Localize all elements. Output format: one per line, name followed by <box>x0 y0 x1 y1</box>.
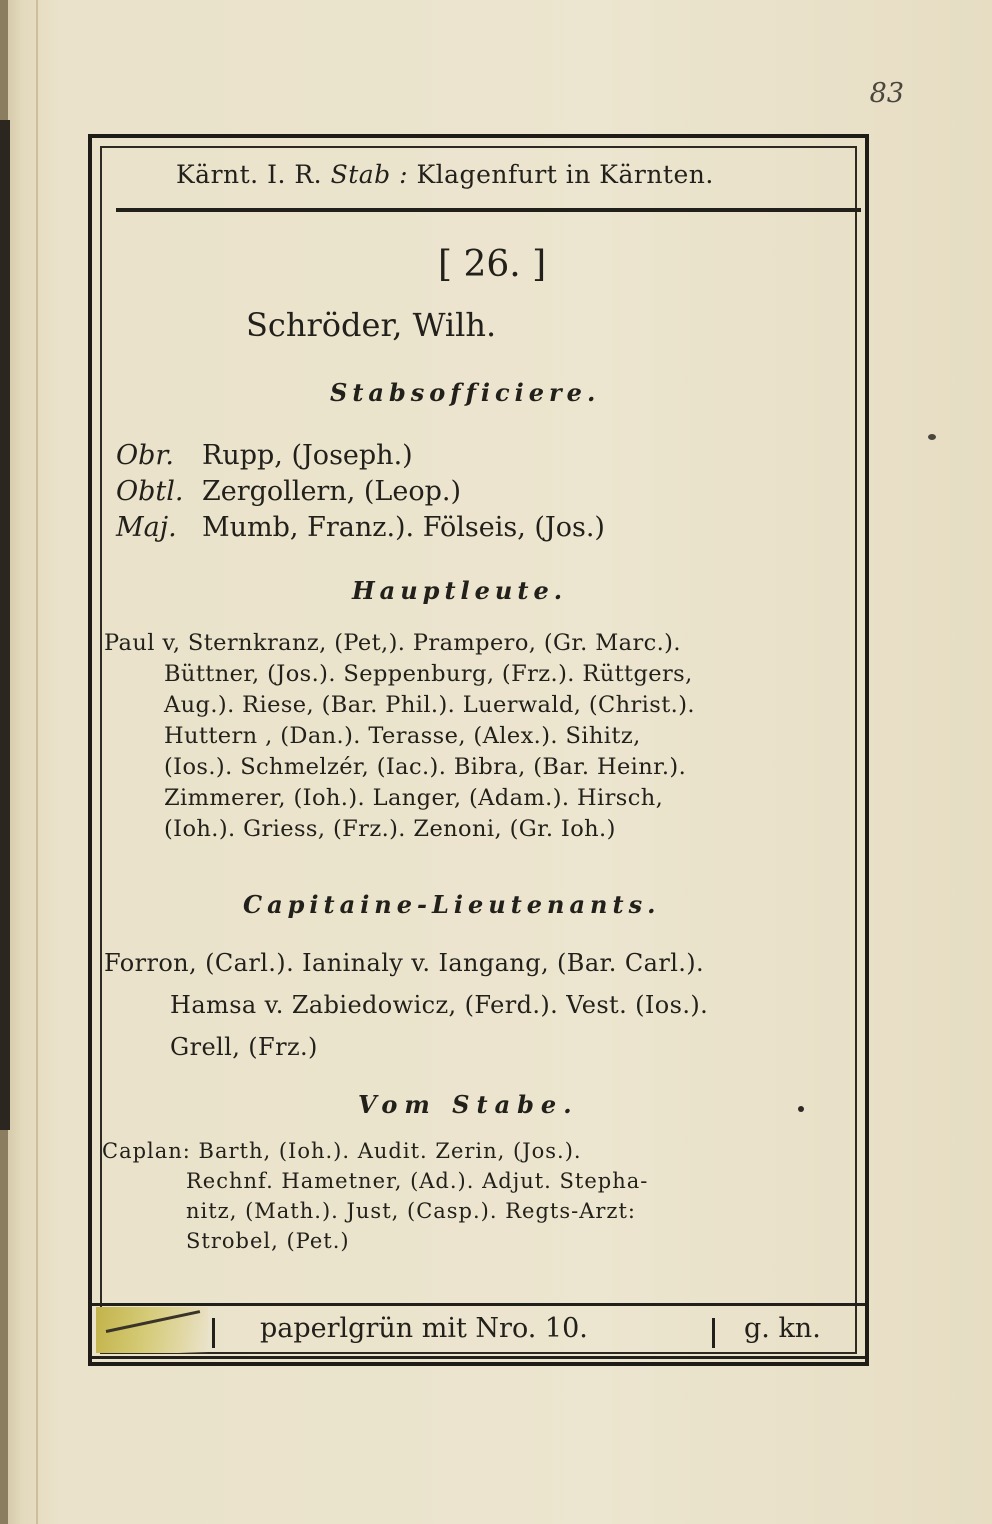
text-line: nitz, (Math.). Just, (Casp.). Regts-Arzt: <box>186 1199 636 1223</box>
text-line: Hamsa v. Zabiedowicz, (Ferd.). Vest. (Ios.). <box>170 991 709 1019</box>
header-rule <box>116 208 861 212</box>
text-line: Büttner, (Jos.). Seppenburg, (Frz.). Rüttgers, <box>164 661 693 687</box>
text-line: (Ioh.). Griess, (Frz.). Zenoni, (Gr. Ioh.) <box>164 816 616 842</box>
hauptleute-list <box>104 628 695 845</box>
header-location: Klagenfurt in Kärnten. <box>416 160 714 189</box>
heading-capitaine-lieutenants: Capitaine-Lieutenants. <box>243 890 661 919</box>
page-number: 83 <box>869 78 904 109</box>
officer-names: Rupp, (Joseph.) <box>202 440 413 471</box>
ink-dot <box>798 1106 804 1112</box>
text-line: Rechnf. Hametner, (Ad.). Adjut. Stepha- <box>186 1169 649 1193</box>
staff-officer-row <box>116 512 605 543</box>
text-line: Caplan: Barth, (Ioh.). Audit. Zerin, (Jos.). <box>102 1139 582 1163</box>
staff-officer-row <box>116 476 461 507</box>
header-prefix: Kärnt. I. R. <box>176 160 323 189</box>
header-title <box>176 160 714 189</box>
heading-stabsofficiere: Stabsofficiere. <box>330 378 601 407</box>
footer-divider <box>712 1318 715 1348</box>
footer-divider <box>212 1318 215 1348</box>
footer-rule-bottom <box>92 1356 865 1359</box>
uniform-facing-text: paperlgrün mit Nro. 10. <box>260 1313 588 1344</box>
text-line: Strobel, (Pet.) <box>186 1229 350 1253</box>
footer-rule-top <box>92 1303 865 1306</box>
officer-names: Zergollern, (Leop.) <box>202 476 461 507</box>
capitaine-lieutenants-list <box>104 942 708 1068</box>
text-line: Forron, (Carl.). Ianinaly v. Iangang, (Bar. Carl.). <box>104 949 705 977</box>
heading-hauptleute: Hauptleute. <box>352 576 568 605</box>
regiment-number: [ 26. ] <box>438 244 547 285</box>
spine-fold <box>36 0 38 1524</box>
staff-officer-row <box>116 440 413 471</box>
facing-page-edge <box>0 120 10 1130</box>
officer-names: Mumb, Franz.). Fölseis, (Jos.) <box>202 512 605 543</box>
ink-speck <box>928 434 936 440</box>
text-line: Aug.). Riese, (Bar. Phil.). Luerwald, (Christ.). <box>164 692 695 718</box>
vom-stabe-list <box>102 1136 648 1256</box>
text-line: Huttern , (Dan.). Terasse, (Alex.). Sihitz, <box>164 723 641 749</box>
header-stab-label: Stab : <box>330 160 409 189</box>
text-line: Grell, (Frz.) <box>170 1033 318 1061</box>
rank-abbreviation: Obtl. <box>116 476 184 507</box>
text-line: (Ios.). Schmelzér, (Iac.). Bibra, (Bar. Heinr.). <box>164 754 687 780</box>
rank-abbreviation: Maj. <box>116 512 177 543</box>
text-line: Paul v, Sternkranz, (Pet,). Prampero, (Gr. Marc.). <box>104 630 681 656</box>
rank-abbreviation: Obr. <box>116 440 174 471</box>
regiment-owner: Schröder, Wilh. <box>246 306 497 344</box>
heading-vom-stabe: Vom Stabe. <box>358 1090 579 1119</box>
text-line: Zimmerer, (Ioh.). Langer, (Adam.). Hirsch, <box>164 785 664 811</box>
button-color-text: g. kn. <box>744 1313 821 1344</box>
